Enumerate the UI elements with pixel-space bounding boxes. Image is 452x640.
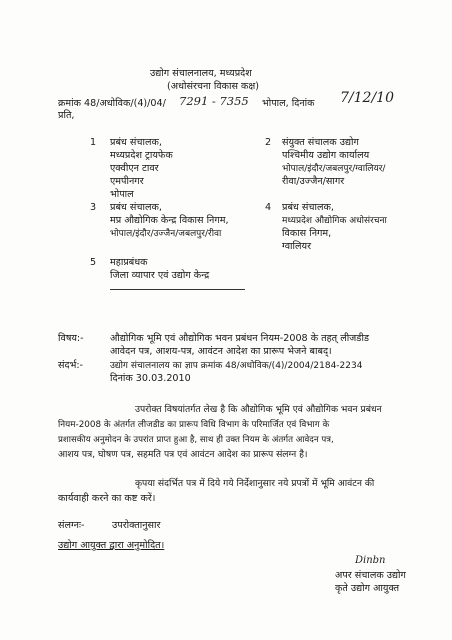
recipient-5-number: 5 <box>90 257 97 268</box>
recipient-1-line-5: भोपाल <box>110 189 134 200</box>
ref-handwritten-number: 7291 - 7355 <box>179 94 249 108</box>
recipient-2-line-2: पश्चिमीय उद्योग कार्यालय <box>282 150 370 161</box>
recipient-1-number: 1 <box>90 137 97 148</box>
recipient-3-number: 3 <box>90 202 97 213</box>
recipient-5-line-2: जिला व्यापार एवं उद्योग केन्द्र <box>110 270 210 281</box>
body-para1-line-4: आशय पत्र, घोषण पत्र, सहमति पत्र एवं आवंटन आदेश का प्रारूप संलग्न है। <box>58 449 308 460</box>
reference-line-2: दिनांक 30.03.2010 <box>110 373 191 384</box>
enclosure-label: संलग्नः- <box>58 520 85 531</box>
recipient-2-line-3: भोपाल/इंदौर/जबलपुर/ग्वालियर/ <box>282 164 386 174</box>
subject-label: विषय:- <box>58 333 84 344</box>
recipient-1-line-4: एमपीनगर <box>110 176 144 187</box>
recipient-2-number: 2 <box>265 137 272 148</box>
body-para1-line-2: नियम-2008 के अंतर्गत लीजडीड का प्रारूप विधि विभाग के परिमार्जित एवं विभाग के <box>58 420 330 430</box>
recipient-4-number: 4 <box>265 202 272 213</box>
recipient-4-line-1: प्रबंध संचालक, <box>282 202 334 213</box>
prati-label: प्रति, <box>58 110 75 121</box>
office-subtitle: (अधोसंरचना विकास कक्ष) <box>167 81 260 92</box>
recipient-1-line-2: मध्यप्रदेश ट्रायफेक <box>110 150 173 161</box>
ref-place-date: भोपाल, दिनांक <box>262 98 315 109</box>
recipient-1-line-3: एक्वीएन टावर <box>110 163 159 174</box>
body-para2-line-1: कृपया संदर्भित पत्र में दिये गये निर्देशानुसार नये प्रपत्रों में भूमि आवंटन की <box>135 478 375 489</box>
recipient-2-line-4: रीवा/उज्जैन/सागर <box>282 176 345 187</box>
enclosure-text: उपरोक्तानुसार <box>112 520 161 531</box>
body-para1-line-1: उपरोक्त विषयांतर्गत लेख है कि औद्योगिक भूमि एवं औद्योगिक भवन प्रबंधन <box>135 404 382 415</box>
recipient-4-line-2: मध्यप्रदेश औद्योगिक अधोसंरचना <box>282 216 387 226</box>
recipient-3-line-2: मप्र औद्योगिक केन्द्र विकास निगम, <box>110 215 229 226</box>
ref-handwritten-date: 7/12/10 <box>340 90 394 106</box>
signature-scribble: Dinbn <box>355 555 386 566</box>
office-title: उद्योग संचालनालय, मध्यप्रदेश <box>150 68 252 79</box>
recipient-5-line-1: महाप्रबंधक <box>110 257 148 268</box>
approval-note: उद्योग आयुक्त द्वारा अनुमोदित। <box>58 540 165 551</box>
signature-for: कृते उद्योग आयुक्त <box>335 583 400 594</box>
subject-line-1: औद्योगिक भूमि एवं औद्योगिक भवन प्रबंधन नियम-2008 के तहत् लीजडीड <box>110 333 370 344</box>
recipient-3-line-3: भोपाल/इंदौर/उज्जैन/जबलपुर/रीवा <box>110 229 222 239</box>
reference-label: संदर्भ:- <box>58 360 84 371</box>
signature-designation: अपर संचालक उद्योग <box>335 570 406 581</box>
recipient-1-line-1: प्रबंध संचालक, <box>110 137 162 148</box>
blank-line <box>110 289 245 290</box>
recipient-2-line-1: संयुक्त संचालक उद्योग <box>282 137 359 148</box>
ref-prefix: क्रमांक 48/अधोविक/(4)/04/ <box>58 98 166 109</box>
recipient-4-line-4: ग्वालियर <box>282 241 311 252</box>
recipient-3-line-1: प्रबंध संचालक, <box>110 202 162 213</box>
reference-line-1: उद्योग संचालनालय का ज्ञाप क्रमांक 48/अधोविक/(4)/2004/2184-2234 <box>110 361 363 371</box>
recipient-4-line-3: विकास निगम, <box>282 228 332 239</box>
subject-line-2: आवेदन पत्र, आशय-पत्र, आवंटन आदेश का प्रारूप भेजने बाबद्। <box>110 346 332 357</box>
body-para2-line-2: कार्यवाही करने का कष्ट करें। <box>58 493 156 504</box>
body-para1-line-3: प्रशासकीय अनुमोदन के उपरांत प्राप्त हुआ है, साथ ही उक्त नियम के अंतर्गत आवेदन पत्र, <box>58 435 334 445</box>
